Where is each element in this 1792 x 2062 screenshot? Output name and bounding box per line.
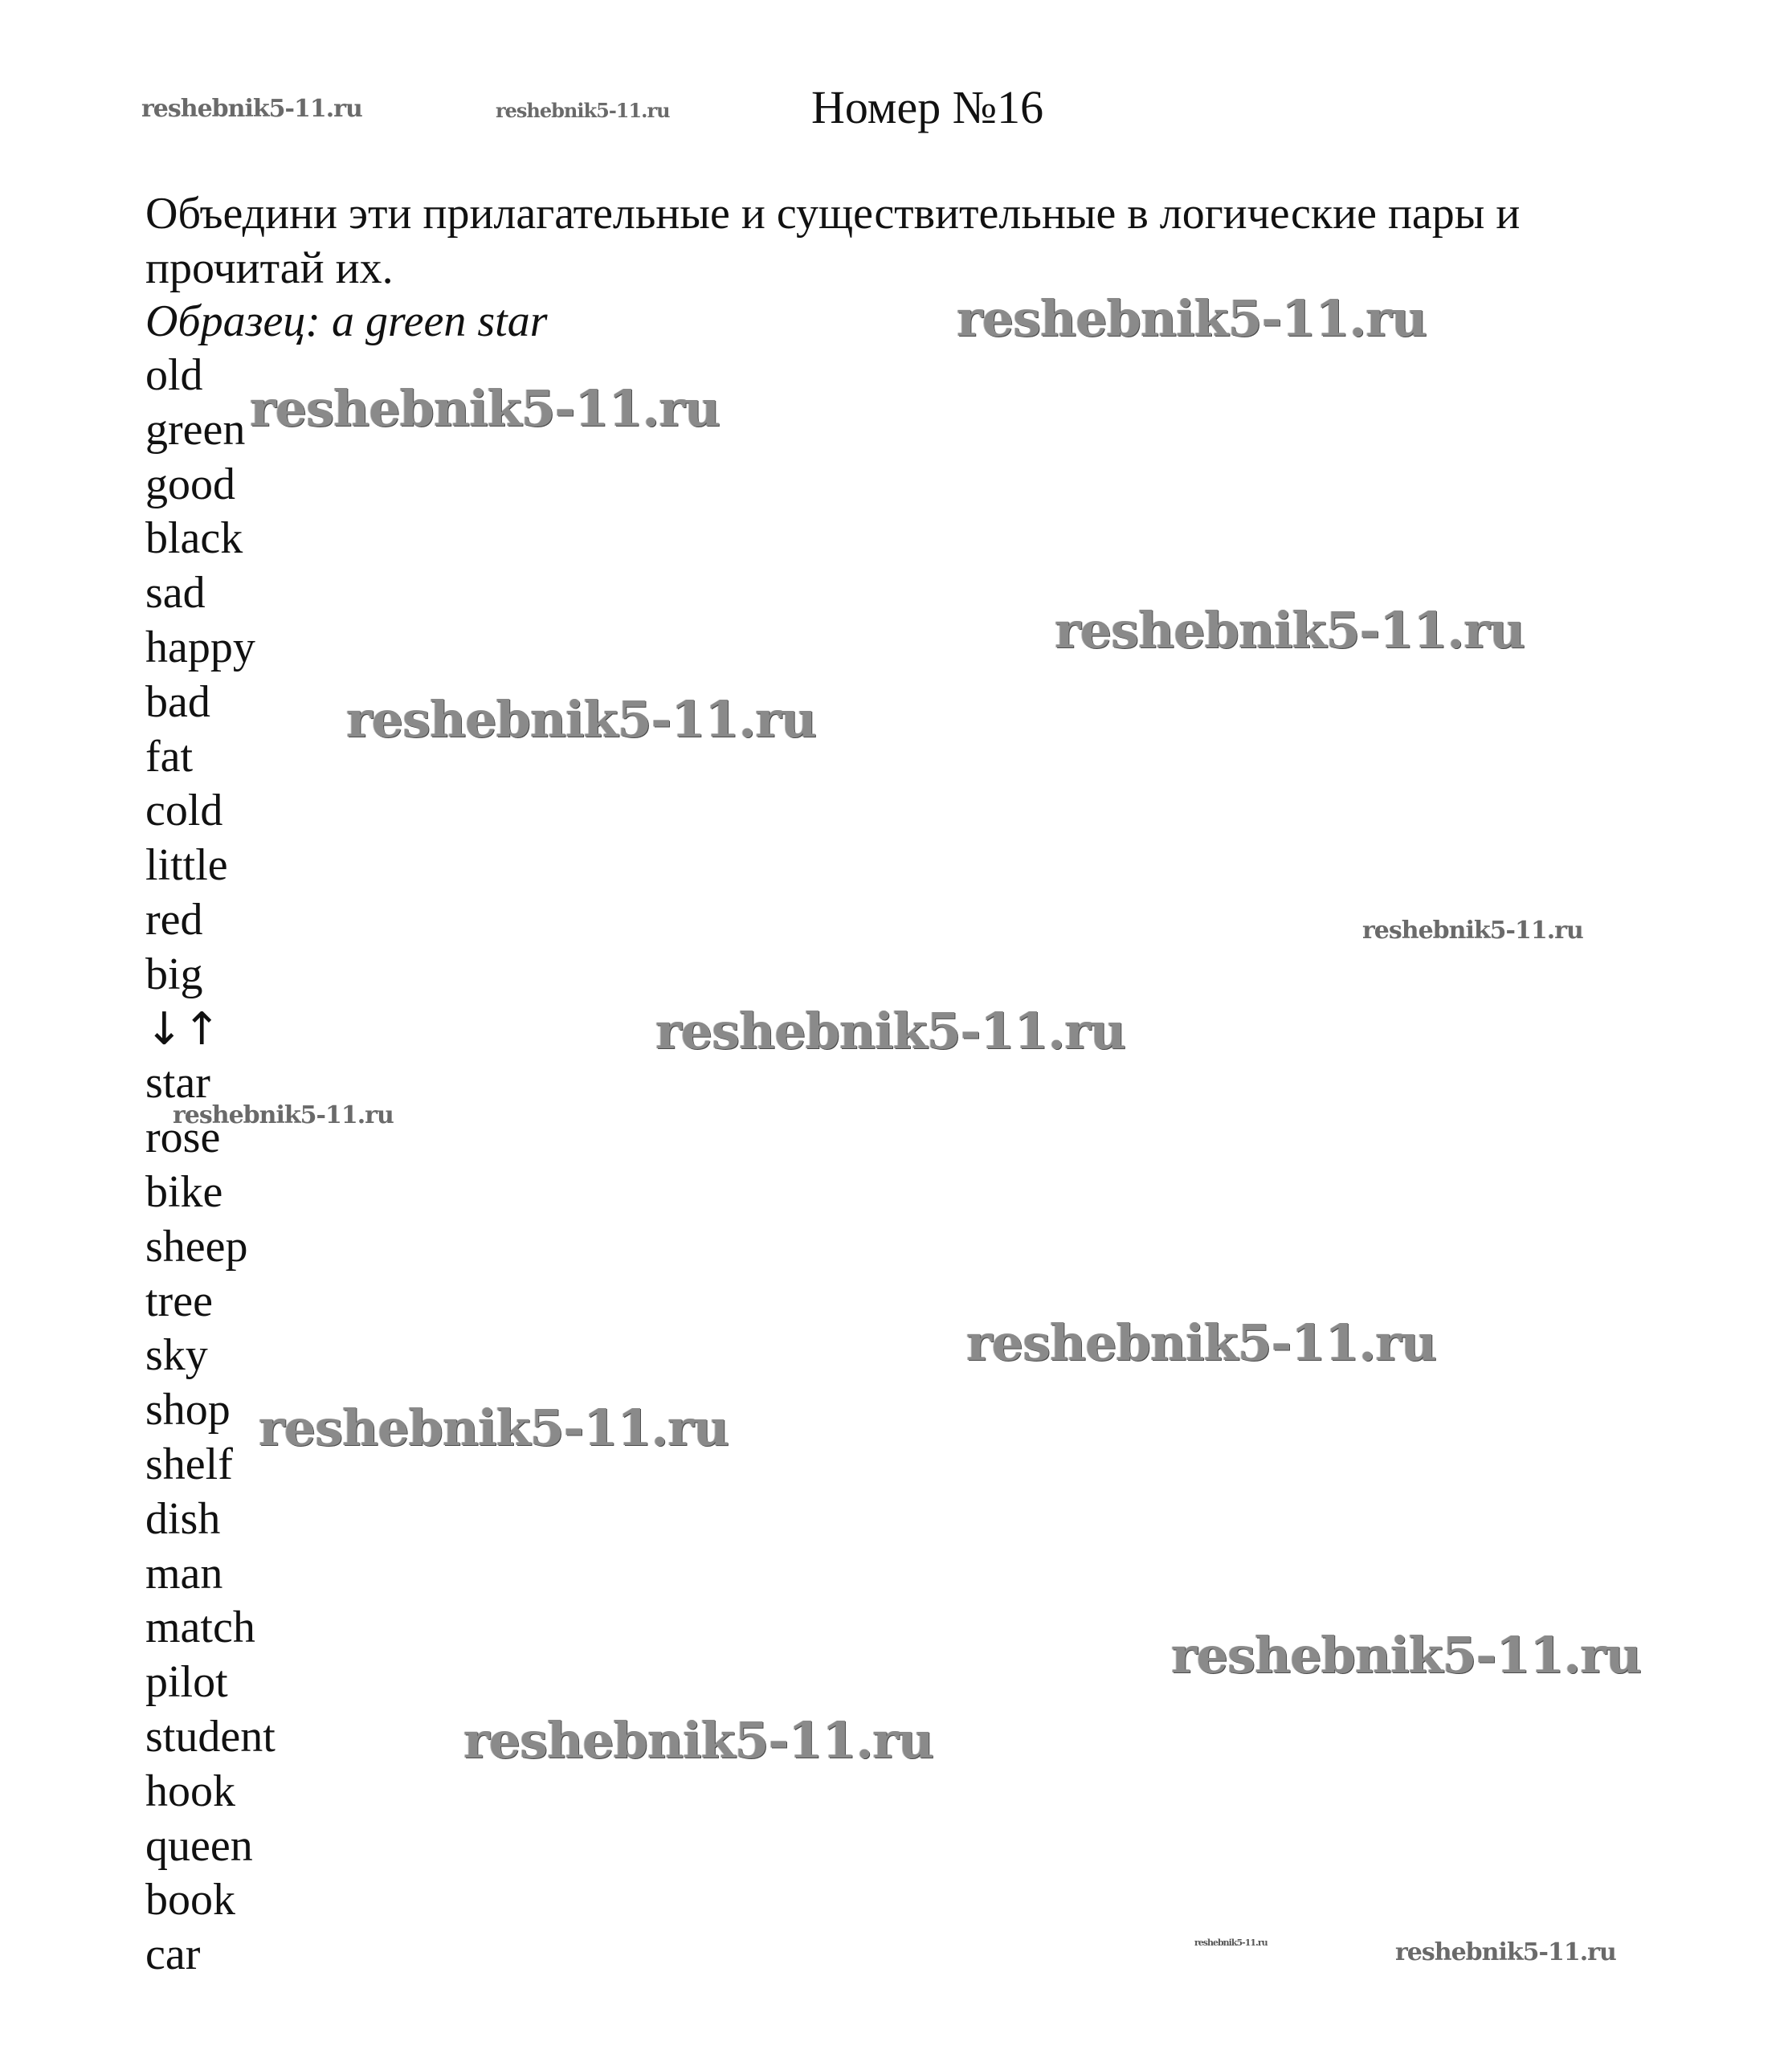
watermark: reshebnik5-11.ru [1055, 601, 1525, 659]
adjective-item: happy [145, 622, 255, 672]
watermark: reshebnik5-11.ru [1194, 1937, 1267, 1948]
noun-item: rose [145, 1113, 221, 1163]
page-title: Номер №16 [811, 81, 1044, 133]
adjective-item: bad [145, 676, 210, 727]
adjective-item: black [145, 513, 243, 564]
noun-item: tree [145, 1276, 213, 1326]
noun-item: book [145, 1875, 235, 1925]
watermark: reshebnik5-11.ru [141, 95, 362, 123]
noun-item: sky [145, 1330, 208, 1381]
adjective-item: big [145, 949, 203, 999]
noun-item: shelf [145, 1439, 233, 1489]
watermark: reshebnik5-11.ru [250, 379, 720, 438]
noun-item: match [145, 1603, 255, 1653]
noun-item: dish [145, 1493, 221, 1544]
watermark: reshebnik5-11.ru [957, 289, 1427, 348]
noun-item: man [145, 1548, 223, 1599]
watermark: reshebnik5-11.ru [463, 1711, 933, 1770]
watermark: reshebnik5-11.ru [1395, 1938, 1616, 1966]
watermark: reshebnik5-11.ru [1171, 1626, 1641, 1684]
adjective-item: little [145, 840, 228, 891]
adjective-item: old [145, 350, 203, 400]
watermark: reshebnik5-11.ru [173, 1101, 394, 1129]
noun-item: queen [145, 1820, 253, 1871]
adjective-item: fat [145, 731, 194, 782]
arrows-separator: ↓↑ [145, 1002, 221, 1055]
adjective-item: good [145, 459, 235, 509]
adjective-item: cold [145, 786, 223, 836]
noun-item: bike [145, 1166, 223, 1217]
noun-item: shop [145, 1385, 231, 1435]
noun-item: sheep [145, 1221, 248, 1272]
task-sample: Образец: a green star [145, 296, 548, 346]
noun-item: car [145, 1929, 201, 1980]
adjective-item: sad [145, 568, 206, 619]
noun-item: student [145, 1711, 276, 1762]
watermark: reshebnik5-11.ru [1362, 917, 1583, 945]
noun-item: star [145, 1058, 210, 1109]
adjective-item: green [145, 404, 246, 455]
noun-item: pilot [145, 1657, 228, 1708]
watermark: reshebnik5-11.ru [496, 99, 670, 122]
task-instruction: Объедини эти прилагательные и существительные в логические пары и прочитай их. [145, 189, 1521, 293]
word-list [145, 349, 276, 1982]
watermark: reshebnik5-11.ru [259, 1398, 729, 1457]
noun-item: hook [145, 1766, 235, 1816]
adjective-item: red [145, 894, 203, 945]
watermark: reshebnik5-11.ru [346, 690, 816, 749]
watermark: reshebnik5-11.ru [966, 1313, 1436, 1372]
watermark: reshebnik5-11.ru [655, 1002, 1125, 1060]
